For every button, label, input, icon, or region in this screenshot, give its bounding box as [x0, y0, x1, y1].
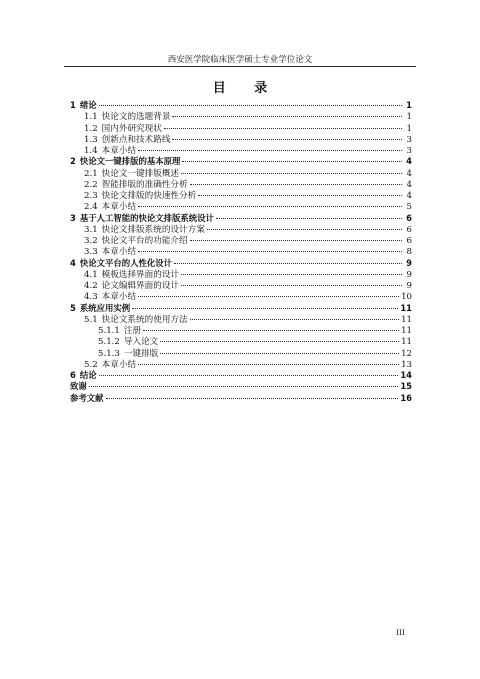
toc-dot-leader — [164, 128, 402, 129]
toc-dot-leader — [143, 330, 399, 331]
toc-entry-title: 结论 — [79, 370, 97, 380]
toc-entry-title: 本章小结 — [101, 146, 137, 156]
toc-entry[interactable] — [70, 279, 412, 290]
toc-entry-number: 1.1 — [84, 112, 98, 123]
page-header: 西安医学院临床医学硕士专业学位论文 — [167, 55, 313, 65]
toc-entry-page: 9 — [406, 269, 412, 280]
toc-entry[interactable] — [70, 122, 412, 133]
toc-entry-number: 5.1.3 — [98, 348, 120, 359]
toc-entry-page: 1 — [406, 100, 412, 110]
toc-entry[interactable] — [70, 313, 412, 324]
toc-entry[interactable] — [70, 99, 412, 110]
toc-entry[interactable] — [70, 380, 412, 391]
toc-entry-title: 快论文平台的人性化设计 — [79, 257, 172, 268]
toc-entry-page: 4 — [406, 156, 412, 167]
toc-entry-title: 本章小结 — [101, 247, 137, 258]
toc-dot-leader — [181, 274, 402, 275]
toc-entry-number: 3 — [70, 212, 76, 223]
table-of-contents — [70, 99, 412, 403]
toc-entry[interactable] — [70, 302, 412, 313]
toc-entry-page: 11 — [401, 326, 412, 336]
toc-dot-leader — [181, 285, 402, 286]
toc-dot-leader — [160, 341, 399, 342]
toc-entry[interactable] — [70, 369, 412, 380]
toc-dot-leader — [138, 296, 399, 297]
toc-entry-number: 5.1 — [84, 314, 98, 325]
toc-entry-title: 快论文排版系统的设计方案 — [101, 224, 205, 235]
toc-dot-leader — [216, 218, 402, 219]
toc-entry[interactable] — [70, 290, 412, 301]
toc-dot-leader — [138, 251, 402, 252]
toc-entry-page: 3 — [406, 146, 412, 156]
toc-entry-number: 5.2 — [84, 359, 98, 370]
toc-entry[interactable] — [70, 167, 412, 178]
toc-entry-title: 快论文一键排版的基本原理 — [79, 156, 181, 167]
toc-dot-leader — [138, 150, 402, 151]
toc-dot-leader — [198, 195, 402, 196]
toc-entry-number: 4.3 — [84, 292, 98, 303]
toc-entry-page: 5 — [406, 202, 412, 213]
header-rule — [64, 66, 416, 67]
toc-entry-number: 2.2 — [84, 179, 98, 190]
toc-entry-page: 4 — [406, 168, 412, 179]
toc-entry-number: 3.3 — [84, 247, 98, 258]
toc-entry-number: 1.3 — [84, 134, 98, 145]
toc-entry-title: 模板选择界面的设计 — [101, 269, 180, 280]
toc-dot-leader — [172, 139, 402, 140]
toc-entry-number: 2.4 — [84, 202, 98, 213]
toc-entry-title: 基于人工智能的快论文排版系统设计 — [79, 212, 214, 223]
toc-dot-leader — [182, 161, 402, 162]
toc-entry-title: 本章小结 — [101, 292, 137, 303]
toc-dot-leader — [99, 105, 402, 106]
toc-entry-title: 本章小结 — [101, 359, 137, 370]
toc-entry-page: 14 — [400, 370, 412, 380]
toc-entry-title: 注册 — [123, 326, 142, 336]
toc-entry-page: 10 — [401, 292, 412, 303]
toc-entry[interactable] — [70, 212, 412, 223]
toc-dot-leader — [89, 386, 399, 387]
toc-dot-leader — [174, 263, 402, 264]
toc-entry-title: 参考文献 — [70, 392, 104, 403]
toc-entry-title: 系统应用实例 — [79, 302, 131, 313]
toc-entry-title: 本章小结 — [101, 202, 137, 213]
toc-entry[interactable] — [70, 133, 412, 144]
toc-entry[interactable] — [70, 245, 412, 256]
toc-entry-page: 1 — [406, 112, 412, 123]
toc-entry[interactable] — [70, 110, 412, 121]
toc-dot-leader — [106, 398, 399, 399]
toc-entry-page: 11 — [401, 314, 412, 325]
toc-entry-page: 3 — [406, 134, 412, 145]
toc-entry[interactable] — [70, 268, 412, 279]
toc-entry-number: 4 — [70, 257, 76, 268]
toc-dot-leader — [138, 206, 402, 207]
toc-entry-number: 3.2 — [84, 236, 98, 246]
toc-entry-number: 1.4 — [84, 146, 98, 156]
page-number: III — [396, 628, 405, 637]
toc-entry-page: 15 — [400, 381, 412, 392]
toc-dot-leader — [172, 116, 402, 117]
toc-entry-number: 2.3 — [84, 191, 98, 201]
toc-entry-number: 3.1 — [84, 224, 98, 235]
toc-entry-number: 6 — [70, 370, 76, 380]
toc-entry-page: 1 — [406, 123, 412, 134]
toc-entry[interactable] — [70, 335, 412, 346]
toc-entry-page: 16 — [400, 392, 412, 403]
toc-dot-leader — [190, 240, 402, 241]
toc-entry-page: 11 — [401, 337, 412, 348]
toc-entry-number: 1 — [70, 100, 76, 110]
toc-dot-leader — [138, 364, 399, 365]
toc-entry-title: 一键排版 — [123, 348, 159, 359]
toc-entry-title: 快论文一键排版概述 — [101, 168, 180, 179]
toc-entry-number: 4.2 — [84, 281, 98, 291]
toc-entry-title: 导入论文 — [123, 337, 159, 348]
toc-entry[interactable] — [70, 347, 412, 358]
toc-entry-number: 5 — [70, 302, 76, 313]
toc-entry-title: 快论文的选题背景 — [101, 112, 171, 123]
toc-entry-title: 论文编辑界面的设计 — [101, 281, 180, 291]
toc-entry-page: 12 — [401, 348, 412, 359]
toc-dot-leader — [160, 353, 399, 354]
toc-entry-number: 1.2 — [84, 123, 98, 134]
toc-entry-title: 致谢 — [70, 381, 87, 392]
toc-entry-page: 9 — [406, 281, 412, 291]
toc-entry-page: 6 — [406, 224, 412, 235]
toc-entry[interactable] — [70, 223, 412, 234]
toc-entry-title: 创新点和技术路线 — [101, 134, 171, 145]
toc-entry-title: 绪论 — [79, 100, 97, 110]
toc-entry-page: 11 — [400, 302, 412, 313]
toc-dot-leader — [190, 184, 402, 185]
toc-entry-number: 4.1 — [84, 269, 98, 280]
toc-dot-leader — [132, 308, 398, 309]
toc-entry-title: 快论文系统的使用方法 — [101, 314, 188, 325]
toc-entry-page: 6 — [406, 236, 412, 246]
toc-entry[interactable] — [70, 324, 412, 335]
toc-dot-leader — [181, 173, 402, 174]
toc-dot-leader — [190, 319, 399, 320]
toc-entry[interactable] — [70, 257, 412, 268]
toc-entry-number: 5.1.2 — [98, 337, 120, 348]
toc-entry-page: 4 — [406, 179, 412, 190]
toc-entry[interactable] — [70, 144, 412, 155]
toc-entry[interactable] — [70, 200, 412, 211]
toc-entry[interactable] — [70, 155, 412, 166]
toc-entry[interactable] — [70, 189, 412, 200]
toc-entry-number: 2.1 — [84, 168, 98, 179]
toc-entry-page: 6 — [406, 212, 412, 223]
toc-entry-title: 国内外研究现状 — [101, 123, 162, 134]
toc-entry-number: 5.1.1 — [98, 326, 120, 336]
toc-dot-leader — [99, 375, 399, 376]
toc-entry[interactable] — [70, 392, 412, 403]
toc-entry-title: 快论文排版的快速性分析 — [101, 191, 197, 201]
toc-dot-leader — [207, 229, 402, 230]
toc-entry-page: 8 — [406, 247, 412, 258]
toc-entry[interactable] — [70, 358, 412, 369]
toc-entry-page: 13 — [401, 359, 412, 370]
toc-entry[interactable] — [70, 234, 412, 245]
toc-entry-title: 快论文平台的功能介绍 — [101, 236, 188, 246]
toc-entry-page: 4 — [406, 191, 412, 201]
toc-entry-page: 9 — [406, 257, 412, 268]
toc-entry-title: 智能排版的准确性分析 — [101, 179, 188, 190]
toc-entry-number: 2 — [70, 156, 76, 167]
toc-title: 目 录 — [212, 81, 280, 96]
toc-entry[interactable] — [70, 178, 412, 189]
